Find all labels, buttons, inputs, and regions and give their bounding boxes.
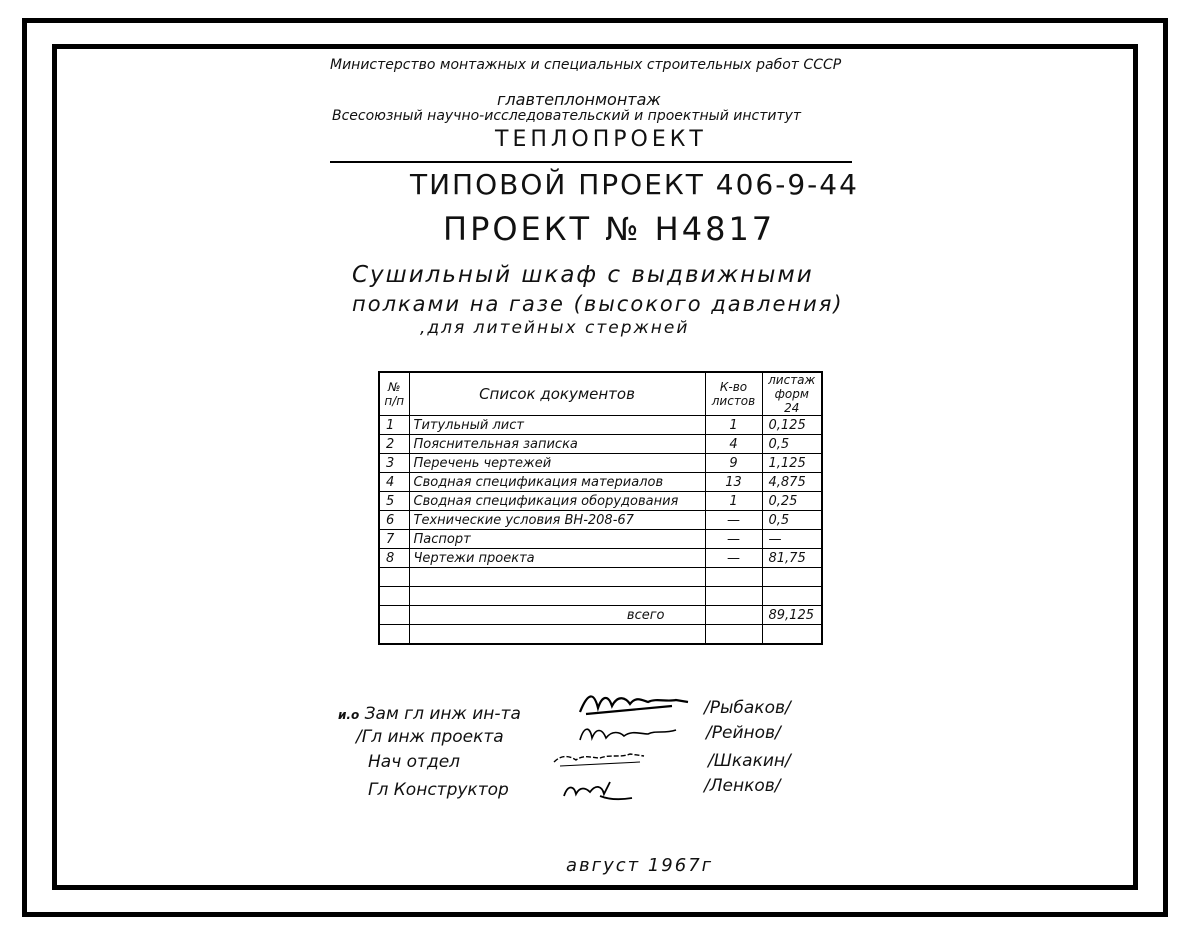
signer-name: /Рейнов/ — [706, 723, 781, 743]
row-sheet-count: — — [705, 511, 762, 530]
total-label: всего — [409, 606, 705, 625]
institute-name: ТЕПЛОПРОЕКТ — [495, 127, 707, 152]
empty-cell — [409, 568, 705, 587]
signature-scribble — [550, 746, 650, 768]
date: август 1967г — [566, 855, 714, 876]
signature-scribble — [560, 778, 640, 804]
header-divider — [330, 161, 852, 163]
row-sheet-count: 9 — [705, 454, 762, 473]
signature-row — [338, 704, 521, 724]
signer-name: /Ленков/ — [704, 776, 781, 796]
signature-scribble — [576, 688, 696, 718]
signer-name: /Шкакин/ — [708, 751, 791, 771]
row-number: 5 — [379, 492, 409, 511]
table-row — [379, 473, 822, 492]
documents-table — [378, 371, 823, 645]
table-row-empty — [379, 568, 822, 587]
total-value: 89,125 — [762, 606, 822, 625]
signature-scribble — [576, 720, 686, 746]
header-num: № п/п — [379, 372, 409, 416]
ministry-line: Министерство монтажных и специальных строительных работ СССР — [330, 57, 842, 73]
row-number: 7 — [379, 530, 409, 549]
row-document-name: Чертежи проекта — [409, 549, 705, 568]
institute-line: Всесоюзный научно-исследовательский и проектный институт — [332, 108, 802, 124]
table-row — [379, 416, 822, 435]
typical-project-title: ТИПОВОЙ ПРОЕКТ 406-9-44 — [410, 168, 859, 201]
row-sheet-count: 13 — [705, 473, 762, 492]
row-format-count: 0,125 — [762, 416, 822, 435]
row-document-name: Сводная спецификация материалов — [409, 473, 705, 492]
table-row — [379, 530, 822, 549]
glavk-line: главтеплонмонтаж — [497, 90, 661, 109]
row-format-count: 81,75 — [762, 549, 822, 568]
header-format: листаж форм 24 — [762, 372, 822, 416]
signer-role: Гл Конструктор — [368, 780, 509, 800]
empty-cell — [762, 587, 822, 606]
row-document-name: Перечень чертежей — [409, 454, 705, 473]
row-format-count: 0,5 — [762, 511, 822, 530]
table-row — [379, 511, 822, 530]
row-format-count: — — [762, 530, 822, 549]
empty-cell — [705, 625, 762, 645]
table-header-row — [379, 372, 822, 416]
row-number: 2 — [379, 435, 409, 454]
signer-role: Зам гл инж ин-та — [364, 704, 521, 724]
row-number: 8 — [379, 549, 409, 568]
acting-prefix: и.о — [338, 708, 360, 722]
empty-cell — [762, 568, 822, 587]
table-row-empty — [379, 587, 822, 606]
table-row-total — [379, 606, 822, 625]
row-number: 6 — [379, 511, 409, 530]
empty-cell — [409, 587, 705, 606]
signer-role: Нач отдел — [368, 752, 461, 772]
title-line-3: ,для литейных стержней — [420, 318, 690, 338]
row-sheet-count: — — [705, 549, 762, 568]
row-sheet-count: 4 — [705, 435, 762, 454]
row-number: 4 — [379, 473, 409, 492]
header-qty: К-во листов — [705, 372, 762, 416]
table-row — [379, 454, 822, 473]
row-format-count: 0,25 — [762, 492, 822, 511]
empty-cell — [705, 587, 762, 606]
signer-name: /Рыбаков/ — [704, 698, 791, 718]
empty-cell — [379, 606, 409, 625]
project-number: ПРОЕКТ № Н4817 — [443, 210, 776, 248]
empty-cell — [705, 568, 762, 587]
table-row — [379, 492, 822, 511]
row-format-count: 0,5 — [762, 435, 822, 454]
table-row-empty — [379, 625, 822, 645]
header-name: Список документов — [409, 372, 705, 416]
row-format-count: 4,875 — [762, 473, 822, 492]
row-number: 1 — [379, 416, 409, 435]
table-row — [379, 435, 822, 454]
row-number: 3 — [379, 454, 409, 473]
signer-role: /Гл инж проекта — [356, 727, 504, 747]
title-line-2: полками на газе (высокого давления) — [352, 292, 844, 316]
empty-cell — [409, 625, 705, 645]
row-document-name: Паспорт — [409, 530, 705, 549]
table-row — [379, 549, 822, 568]
empty-cell — [379, 625, 409, 645]
empty-cell — [762, 625, 822, 645]
row-sheet-count: 1 — [705, 416, 762, 435]
row-sheet-count: 1 — [705, 492, 762, 511]
empty-cell — [379, 568, 409, 587]
row-document-name: Пояснительная записка — [409, 435, 705, 454]
row-format-count: 1,125 — [762, 454, 822, 473]
row-sheet-count: — — [705, 530, 762, 549]
empty-cell — [379, 587, 409, 606]
row-document-name: Титульный лист — [409, 416, 705, 435]
empty-cell — [705, 606, 762, 625]
title-line-1: Сушильный шкаф с выдвижными — [352, 262, 814, 288]
row-document-name: Технические условия ВН-208-67 — [409, 511, 705, 530]
row-document-name: Сводная спецификация оборудования — [409, 492, 705, 511]
